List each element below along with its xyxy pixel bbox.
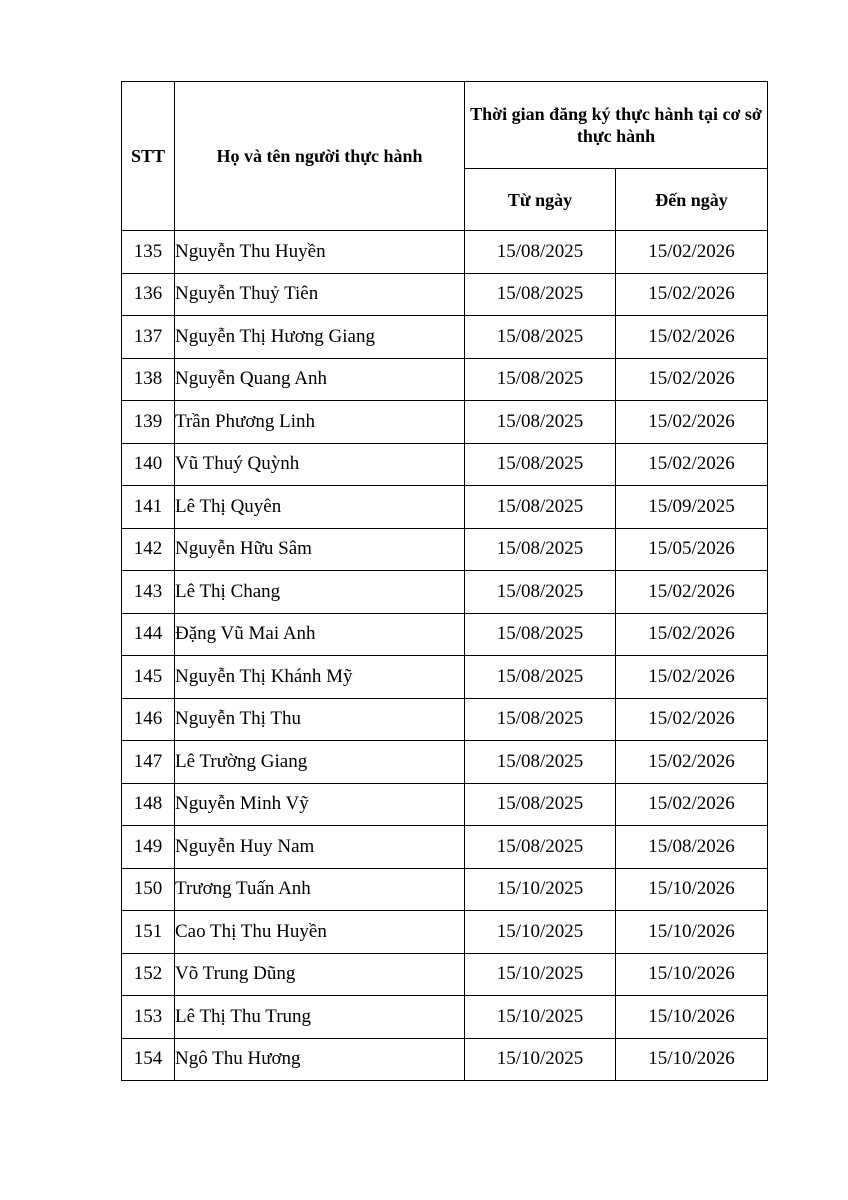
row-from-date-cell: 15/10/2025 (465, 1038, 616, 1081)
table-row (122, 911, 768, 954)
table-row (122, 783, 768, 826)
row-name-cell: Lê Thị Quyên (175, 486, 465, 529)
table-row (122, 698, 768, 741)
row-to-date-cell: 15/02/2026 (616, 443, 768, 486)
header-practice-period: Thời gian đăng ký thực hành tại cơ sở thực hành (465, 82, 768, 169)
table-row (122, 231, 768, 274)
row-from-date-cell: 15/08/2025 (465, 443, 616, 486)
row-stt-cell: 139 (122, 401, 175, 444)
row-name-cell: Ngô Thu Hương (175, 1038, 465, 1081)
row-name-cell: Nguyễn Thị Thu (175, 698, 465, 741)
row-to-date-cell: 15/10/2026 (616, 996, 768, 1039)
table-row (122, 486, 768, 529)
row-from-date-cell: 15/08/2025 (465, 826, 616, 869)
header-to-date: Đến ngày (616, 169, 768, 231)
row-to-date-cell: 15/10/2026 (616, 868, 768, 911)
table-row (122, 656, 768, 699)
row-from-date-cell: 15/10/2025 (465, 911, 616, 954)
row-to-date-cell: 15/02/2026 (616, 571, 768, 614)
row-name-cell: Nguyễn Thị Hương Giang (175, 316, 465, 359)
row-from-date-cell: 15/08/2025 (465, 316, 616, 359)
row-to-date-cell: 15/02/2026 (616, 741, 768, 784)
row-to-date-cell: 15/10/2026 (616, 1038, 768, 1081)
row-stt-cell: 151 (122, 911, 175, 954)
row-from-date-cell: 15/10/2025 (465, 953, 616, 996)
row-name-cell: Vũ Thuý Quỳnh (175, 443, 465, 486)
table-row (122, 401, 768, 444)
practitioner-table (121, 81, 768, 1081)
row-stt-cell: 144 (122, 613, 175, 656)
row-from-date-cell: 15/10/2025 (465, 868, 616, 911)
row-stt-cell: 145 (122, 656, 175, 699)
row-stt-cell: 148 (122, 783, 175, 826)
row-name-cell: Trương Tuấn Anh (175, 868, 465, 911)
row-stt-cell: 137 (122, 316, 175, 359)
row-to-date-cell: 15/02/2026 (616, 401, 768, 444)
row-stt-cell: 141 (122, 486, 175, 529)
table-row (122, 528, 768, 571)
table-row (122, 571, 768, 614)
row-name-cell: Cao Thị Thu Huyền (175, 911, 465, 954)
row-from-date-cell: 15/08/2025 (465, 571, 616, 614)
row-name-cell: Lê Trường Giang (175, 741, 465, 784)
row-stt-cell: 154 (122, 1038, 175, 1081)
table-row (122, 826, 768, 869)
row-to-date-cell: 15/02/2026 (616, 231, 768, 274)
row-from-date-cell: 15/08/2025 (465, 656, 616, 699)
header-stt: STT (122, 82, 175, 231)
row-to-date-cell: 15/02/2026 (616, 273, 768, 316)
row-from-date-cell: 15/08/2025 (465, 486, 616, 529)
row-name-cell: Lê Thị Thu Trung (175, 996, 465, 1039)
row-name-cell: Võ Trung Dũng (175, 953, 465, 996)
row-name-cell: Lê Thị Chang (175, 571, 465, 614)
row-to-date-cell: 15/10/2026 (616, 911, 768, 954)
row-from-date-cell: 15/08/2025 (465, 613, 616, 656)
table-row (122, 741, 768, 784)
row-to-date-cell: 15/10/2026 (616, 953, 768, 996)
row-to-date-cell: 15/02/2026 (616, 698, 768, 741)
table-row (122, 996, 768, 1039)
table-row (122, 316, 768, 359)
row-name-cell: Nguyễn Hữu Sâm (175, 528, 465, 571)
row-name-cell: Nguyễn Thuỷ Tiên (175, 273, 465, 316)
row-stt-cell: 152 (122, 953, 175, 996)
table-row (122, 358, 768, 401)
row-name-cell: Nguyễn Quang Anh (175, 358, 465, 401)
row-stt-cell: 146 (122, 698, 175, 741)
table-row (122, 868, 768, 911)
row-to-date-cell: 15/08/2026 (616, 826, 768, 869)
row-name-cell: Nguyễn Minh Vỹ (175, 783, 465, 826)
row-to-date-cell: 15/05/2026 (616, 528, 768, 571)
row-to-date-cell: 15/02/2026 (616, 783, 768, 826)
row-stt-cell: 142 (122, 528, 175, 571)
row-from-date-cell: 15/08/2025 (465, 698, 616, 741)
table-header (122, 82, 768, 231)
row-stt-cell: 153 (122, 996, 175, 1039)
row-stt-cell: 149 (122, 826, 175, 869)
row-from-date-cell: 15/08/2025 (465, 231, 616, 274)
table-row (122, 613, 768, 656)
row-name-cell: Đặng Vũ Mai Anh (175, 613, 465, 656)
header-from-date: Từ ngày (465, 169, 616, 231)
table-row (122, 443, 768, 486)
row-stt-cell: 147 (122, 741, 175, 784)
table-row (122, 273, 768, 316)
row-stt-cell: 140 (122, 443, 175, 486)
row-stt-cell: 136 (122, 273, 175, 316)
row-to-date-cell: 15/02/2026 (616, 656, 768, 699)
row-stt-cell: 138 (122, 358, 175, 401)
row-from-date-cell: 15/08/2025 (465, 358, 616, 401)
row-from-date-cell: 15/08/2025 (465, 273, 616, 316)
header-row-top (122, 82, 768, 169)
table-body (122, 231, 768, 1081)
header-name: Họ và tên người thực hành (175, 82, 465, 231)
row-name-cell: Trần Phương Linh (175, 401, 465, 444)
row-stt-cell: 135 (122, 231, 175, 274)
row-name-cell: Nguyễn Thu Huyền (175, 231, 465, 274)
row-from-date-cell: 15/08/2025 (465, 401, 616, 444)
row-to-date-cell: 15/02/2026 (616, 358, 768, 401)
table-row (122, 953, 768, 996)
row-stt-cell: 150 (122, 868, 175, 911)
row-stt-cell: 143 (122, 571, 175, 614)
row-to-date-cell: 15/02/2026 (616, 316, 768, 359)
row-name-cell: Nguyễn Huy Nam (175, 826, 465, 869)
row-to-date-cell: 15/02/2026 (616, 613, 768, 656)
table-row (122, 1038, 768, 1081)
row-from-date-cell: 15/08/2025 (465, 741, 616, 784)
row-name-cell: Nguyễn Thị Khánh Mỹ (175, 656, 465, 699)
row-to-date-cell: 15/09/2025 (616, 486, 768, 529)
row-from-date-cell: 15/08/2025 (465, 528, 616, 571)
row-from-date-cell: 15/08/2025 (465, 783, 616, 826)
row-from-date-cell: 15/10/2025 (465, 996, 616, 1039)
